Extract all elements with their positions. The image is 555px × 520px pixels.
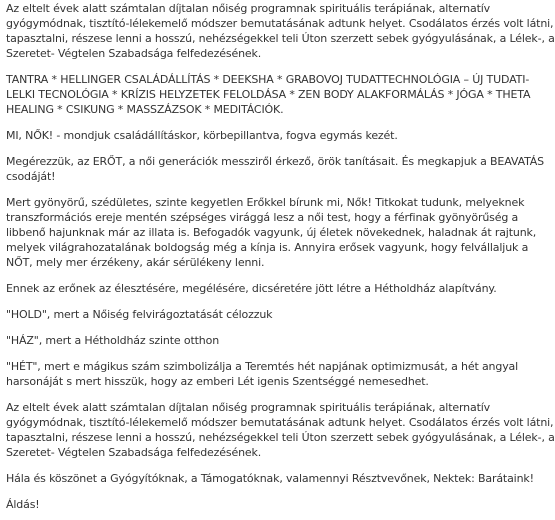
paragraph-mi-nok: MI, NŐK! - mondjuk családállításkor, körbepillantva, fogva egymás kezét.	[6, 129, 398, 142]
paragraph-aldas: Áldás!	[6, 498, 40, 511]
paragraph-intro-repeat: Az eltelt évek alatt számtalan díjtalan nőiség programnak spirituális terápiának, alternatív gyógymódnak, tisztító-lélekemelő módszer bemutatásának adtunk helyet. Csodálatos érzés volt látni, tapasztalni, részese lenni a hosszú, nehézségekkel teli Úton szerzett sebek gyógyulásának, a Lélek-, a Szeretet- Végtelen Szabadsága felfedezésének.	[6, 401, 555, 459]
paragraph-hold: "HOLD", mert a Nőiség felvirágoztatását célozzuk	[6, 308, 273, 321]
paragraph-alapitvany: Ennek az erőnek az élesztésére, megélésére, dicséretére jött létre a Hétholdház alapítvány.	[6, 282, 497, 295]
paragraph-beavatas: Megérezzük, az ERŐT, a női generációk messziről érkező, örök tanításait. És megkapjuk a BEAVATÁS csodáját!	[6, 155, 545, 183]
paragraph-haz: "HÁZ", mert a Hétholdház szinte otthon	[6, 334, 220, 347]
paragraph-program-list: TANTRA * HELLINGER CSALÁDÁLLÍTÁS * DEEKSHA * GRABOVOJ TUDATTECHNOLÓGIA – ÚJ TUDATI-LELKI TECNOLÓGIA * KRÍZIS HELYZETEK FELOLDÁSA * ZEN BODY ALAKFORMÁLÁS * JÓGA * THETA HEALING * CSIKUNG * MASSZÁZSOK * MEDITÁCIÓK.	[6, 73, 531, 116]
paragraph-het: "HÉT", mert e mágikus szám szimbolizálja a Teremtés hét napjának optimizmusát, a hét angyal harsonáját s mert hisszük, hogy az emberi Lét igenis Szentséggé nemesedhet.	[6, 360, 519, 388]
paragraph-intro: Az eltelt évek alatt számtalan díjtalan nőiség programnak spirituális terápiának, alternatív gyógymódnak, tisztító-lélekemelő módszer bemutatásának adtunk helyet. Csodálatos érzés volt látni, tapasztalni, részese lenni a hosszú, nehézségekkel teli Úton szerzett sebek gyógyulásának, a Lélek-, a Szeretet- Végtelen Szabadsága felfedezésének.	[6, 2, 555, 60]
paragraph-thanks: Hála és köszönet a Gyógyítóknak, a Támogatóknak, valamennyi Résztvevőnek, Nektek: Barátaink!	[6, 472, 534, 485]
paragraph-erok: Mert gyönyörű, szédületes, szinte kegyetlen Erőkkel bírunk mi, Nők! Titkokat tudunk, melyeknek transzformációs ereje mentén szépséges virággá lesz a női test, hogy a férfinak gyönyörűség a libbenő hajunknak már az illata is. Befogadók vagyunk, új életek növekednek, haladnak át rajtunk, melyek világrahozatalának boldogság még a kínja is. Annyira erősek vagyunk, hogy felvállaljuk a NŐT, mely mer érzékeny, akár sérülékeny lenni.	[6, 196, 537, 269]
